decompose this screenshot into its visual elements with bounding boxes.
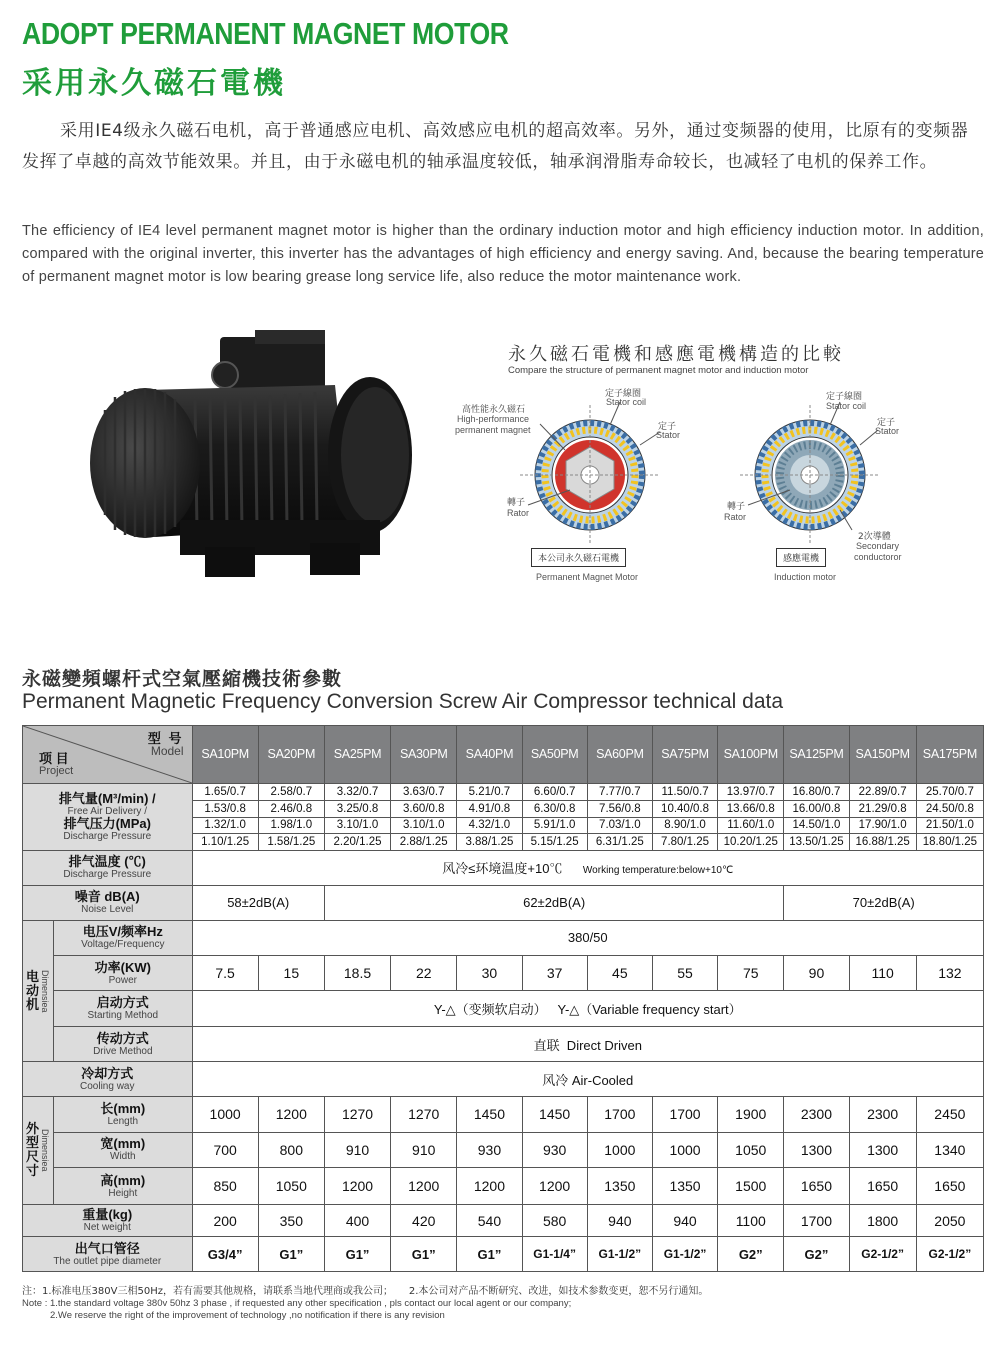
outlet-label-cn: 出气口管径	[74, 1240, 140, 1256]
spec-table	[22, 725, 984, 1272]
right-coil-en: Stator coil	[826, 401, 867, 411]
noise-label-en: Noise Level	[81, 904, 134, 916]
drive-value: 直联 Direct Driven	[192, 1026, 983, 1062]
secondary-cn: 2次導體	[858, 532, 891, 542]
length-cell: 1270	[391, 1097, 457, 1133]
model-header: SA125PM	[784, 726, 849, 784]
length-cell: 1000	[192, 1097, 258, 1133]
right-rotor-cn: 轉子	[727, 502, 746, 512]
width-cell: 800	[258, 1132, 324, 1168]
delivery-cell: 18.80/1.25	[916, 833, 983, 850]
weight-cell: 1700	[784, 1204, 849, 1237]
motor-image	[85, 325, 425, 590]
weight-label-en: Net weight	[83, 1222, 131, 1234]
delivery-cell: 11.60/1.0	[718, 817, 784, 833]
delivery-cell: 3.25/0.8	[324, 801, 390, 817]
length-label-en: Length	[107, 1115, 139, 1127]
length-label-cell	[54, 1097, 192, 1133]
noise-label-cn: 噪音 dB(A)	[74, 889, 140, 905]
weight-cell: 420	[391, 1204, 457, 1237]
delivery-cell: 6.30/0.8	[522, 801, 587, 817]
delivery-cell: 16.88/1.25	[849, 833, 916, 850]
model-header: SA175PM	[916, 726, 983, 784]
width-cell: 910	[324, 1132, 390, 1168]
delivery-cell: 3.10/1.0	[324, 817, 390, 833]
height-cell: 1650	[849, 1168, 916, 1205]
width-cell: 1050	[718, 1132, 784, 1168]
weight-cell: 940	[587, 1204, 652, 1237]
delivery-cell: 25.70/0.7	[916, 783, 983, 800]
start-row	[23, 991, 984, 1027]
outlet-cell: G1”	[391, 1237, 457, 1272]
delivery-cell: 2.58/0.7	[258, 783, 324, 800]
temp-value-cell	[192, 851, 983, 886]
delivery-cell: 14.50/1.0	[784, 817, 849, 833]
length-cell: 2300	[784, 1097, 849, 1133]
delivery-label-cn1: 排气量(M³/min) /	[58, 791, 156, 806]
motor-group-cn: 电动机	[26, 969, 40, 1013]
delivery-cell: 13.50/1.25	[784, 833, 849, 850]
delivery-cell: 4.32/1.0	[457, 817, 522, 833]
temp-row	[23, 851, 984, 886]
power-cell: 132	[916, 955, 983, 991]
power-label-cell	[54, 955, 192, 991]
height-label-en: Height	[108, 1187, 138, 1199]
secondary-en1: Secondary	[856, 541, 900, 551]
voltage-label-cn: 电压V/频率Hz	[82, 924, 163, 940]
delivery-cell: 21.29/0.8	[849, 801, 916, 817]
intro-cn: 采用IE4级永久磁石电机，高于普通感应电机、高效感应电机的超高效率。另外，通过变频器的使用，比原有的变频器发挥了卓越的高效节能效果。并且，由于永磁电机的轴承温度较低，轴承润滑脂寿命较长，也减轻了电机的保养工作。	[22, 121, 969, 172]
length-cell: 1200	[258, 1097, 324, 1133]
height-cell: 1200	[391, 1168, 457, 1205]
delivery-cell: 6.60/0.7	[522, 783, 587, 800]
weight-label-cn: 重量(kg)	[82, 1207, 133, 1223]
delivery-cell: 1.98/1.0	[258, 817, 324, 833]
model-header: SA50PM	[522, 726, 587, 784]
power-cell: 75	[718, 955, 784, 991]
weight-cell: 1100	[718, 1204, 784, 1237]
width-cell: 700	[192, 1132, 258, 1168]
delivery-cell: 21.50/1.0	[916, 817, 983, 833]
voltage-value: 380/50	[192, 921, 983, 956]
length-row	[23, 1097, 984, 1133]
delivery-cell: 17.90/1.0	[849, 817, 916, 833]
delivery-cell: 22.89/0.7	[849, 783, 916, 800]
outlet-cell: G2”	[718, 1237, 784, 1272]
header-row	[23, 726, 984, 784]
width-cell: 1300	[784, 1132, 849, 1168]
height-row	[23, 1168, 984, 1205]
height-cell: 1200	[457, 1168, 522, 1205]
height-cell: 1200	[522, 1168, 587, 1205]
delivery-cell: 1.53/0.8	[192, 801, 258, 817]
model-header: SA20PM	[258, 726, 324, 784]
power-label-en: Power	[108, 974, 137, 986]
magnet-label-en2: permanent magnet	[455, 425, 531, 435]
cooling-value: 风冷 Air-Cooled	[192, 1062, 983, 1097]
outlet-row	[23, 1237, 984, 1272]
weight-row	[23, 1204, 984, 1237]
length-cell: 2300	[849, 1097, 916, 1133]
intro-en: The efficiency of IE4 level permanent magnet motor is higher than the ordinary induction motor and high efficiency induction motor. In addition, compared with the original inverter, this inverter has the advantages of high efficiency and energy saving. And, because the bearing temperature of permanent magnet motor is low bearing grease long service life, also reduce the motor maintenance work.	[22, 223, 984, 285]
outlet-cell: G1-1/4”	[522, 1237, 587, 1272]
right-motor-caption: Induction motor	[774, 572, 837, 582]
project-label-en: Project	[39, 764, 74, 777]
power-cell: 37	[522, 955, 587, 991]
outlet-cell: G1”	[324, 1237, 390, 1272]
model-header: SA100PM	[718, 726, 784, 784]
delivery-label-cn2: 排气压力(MPa)	[63, 816, 151, 831]
voltage-row	[23, 921, 984, 956]
left-stator-en: Stator	[656, 430, 681, 440]
model-header: SA75PM	[652, 726, 717, 784]
cooling-label-en: Cooling way	[80, 1080, 135, 1092]
voltage-label-en: Voltage/Frequency	[81, 939, 165, 951]
delivery-label-cell	[23, 783, 193, 850]
delivery-cell: 8.90/1.0	[652, 817, 717, 833]
outlet-cell: G1-1/2”	[652, 1237, 717, 1272]
width-cell: 930	[522, 1132, 587, 1168]
start-label-cell	[54, 991, 192, 1027]
delivery-cell: 10.40/0.8	[652, 801, 717, 817]
power-cell: 15	[258, 955, 324, 991]
delivery-label-en1: Free Air Delivery /	[67, 806, 147, 817]
power-label-cn: 功率(KW)	[94, 959, 151, 975]
right-rotor-en: Rator	[724, 512, 747, 522]
delivery-cell: 2.88/1.25	[391, 833, 457, 850]
width-cell: 1300	[849, 1132, 916, 1168]
temp-value-cn: 风冷≤环境温度+10℃	[442, 860, 563, 876]
delivery-cell: 7.56/0.8	[587, 801, 652, 817]
noise-value: 70±2dB(A)	[784, 885, 984, 921]
outlet-cell: G2-1/2”	[916, 1237, 983, 1272]
delivery-cell: 13.66/0.8	[718, 801, 784, 817]
height-cell: 850	[192, 1168, 258, 1205]
model-header: SA10PM	[192, 726, 258, 784]
temp-value-en: Working temperature:below+10℃	[582, 864, 734, 876]
delivery-cell: 5.15/1.25	[522, 833, 587, 850]
length-cell: 1700	[587, 1097, 652, 1133]
model-header: SA40PM	[457, 726, 522, 784]
weight-label-cell	[23, 1204, 193, 1237]
drive-row	[23, 1026, 984, 1062]
length-cell: 1900	[718, 1097, 784, 1133]
weight-cell: 400	[324, 1204, 390, 1237]
delivery-cell: 13.97/0.7	[718, 783, 784, 800]
width-row	[23, 1132, 984, 1168]
delivery-cell: 5.91/1.0	[522, 817, 587, 833]
height-cell: 1500	[718, 1168, 784, 1205]
power-cell: 45	[587, 955, 652, 991]
section-title-en: Permanent Magnetic Frequency Conversion Screw Air Compressor technical data	[22, 690, 784, 713]
drive-label-cell	[54, 1026, 192, 1062]
temp-label-en: Discharge Pressure	[63, 869, 152, 881]
delivery-cell: 3.63/0.7	[391, 783, 457, 800]
start-value: Y-△（变频软启动） Y-△（Variable frequency start）	[192, 991, 983, 1027]
weight-cell: 200	[192, 1204, 258, 1237]
length-label-cn: 长(mm)	[100, 1100, 146, 1116]
start-label-cn: 启动方式	[96, 995, 149, 1011]
noise-value: 58±2dB(A)	[192, 885, 324, 921]
width-cell: 910	[391, 1132, 457, 1168]
delivery-cell: 7.80/1.25	[652, 833, 717, 850]
temp-label-cell	[23, 851, 193, 886]
delivery-cell: 4.91/0.8	[457, 801, 522, 817]
right-stator-cn: 定子	[877, 418, 896, 428]
left-rotor-cn: 轉子	[507, 498, 526, 508]
left-coil-en: Stator coil	[606, 397, 647, 407]
voltage-label-cell	[54, 921, 192, 956]
delivery-cell: 11.50/0.7	[652, 783, 717, 800]
header-corner-cell	[23, 726, 193, 784]
power-cell: 55	[652, 955, 717, 991]
delivery-cell: 16.00/0.8	[784, 801, 849, 817]
power-cell: 22	[391, 955, 457, 991]
height-cell: 1650	[916, 1168, 983, 1205]
delivery-cell: 1.32/1.0	[192, 817, 258, 833]
cooling-label-cell	[23, 1062, 193, 1097]
power-row	[23, 955, 984, 991]
section-title-cn: 永磁變頻螺杆式空氣壓縮機技術參數	[22, 668, 343, 690]
outlet-cell: G2-1/2”	[849, 1237, 916, 1272]
width-label-en: Width	[110, 1151, 136, 1163]
dimension-group-cell	[23, 1097, 54, 1205]
width-cell: 1000	[587, 1132, 652, 1168]
drive-label-en: Drive Method	[93, 1045, 153, 1057]
weight-cell: 2050	[916, 1204, 983, 1237]
delivery-cell: 1.10/1.25	[192, 833, 258, 850]
delivery-cell: 3.32/0.7	[324, 783, 390, 800]
temp-label-cn: 排气温度 (℃)	[68, 854, 146, 870]
delivery-cell: 10.20/1.25	[718, 833, 784, 850]
power-cell: 110	[849, 955, 916, 991]
weight-cell: 1800	[849, 1204, 916, 1237]
delivery-cell: 3.88/1.25	[457, 833, 522, 850]
right-coil-cn: 定子線圈	[826, 392, 863, 402]
weight-cell: 540	[457, 1204, 522, 1237]
outlet-label-en: The outlet pipe diameter	[53, 1255, 162, 1267]
delivery-row	[23, 783, 984, 800]
diagram-title-cn: 永久磁石電機和感應電機構造的比較	[508, 344, 844, 365]
outlet-cell: G3/4”	[192, 1237, 258, 1272]
motor-group-en: Dimensiea	[40, 970, 51, 1013]
delivery-cell: 3.10/1.0	[391, 817, 457, 833]
note-en1: Note : 1.the standard voltage 380v 50hz 3 phase , if requested any other specification , pls contact our local agent or our company;	[22, 1298, 572, 1309]
delivery-cell: 7.03/1.0	[587, 817, 652, 833]
left-motor-box-label: 本公司永久磁石電機	[531, 548, 626, 567]
outlet-cell: G1”	[258, 1237, 324, 1272]
motor-group-cell	[23, 921, 54, 1062]
width-label-cn: 宽(mm)	[100, 1136, 146, 1152]
length-cell: 1700	[652, 1097, 717, 1133]
delivery-cell: 1.65/0.7	[192, 783, 258, 800]
length-cell: 1450	[457, 1097, 522, 1133]
cooling-label-cn: 冷却方式	[81, 1065, 134, 1081]
height-cell: 1050	[258, 1168, 324, 1205]
noise-row	[23, 885, 984, 921]
diagram-title-en: Compare the structure of permanent magnet motor and induction motor	[508, 365, 809, 376]
weight-cell: 940	[652, 1204, 717, 1237]
left-rotor-en: Rator	[507, 508, 530, 518]
height-cell: 1350	[587, 1168, 652, 1205]
outlet-cell: G1”	[457, 1237, 522, 1272]
height-label-cell	[54, 1168, 192, 1205]
secondary-en2: conductoror	[854, 552, 902, 562]
noise-label-cell	[23, 885, 193, 921]
height-cell: 1650	[784, 1168, 849, 1205]
delivery-cell: 3.60/0.8	[391, 801, 457, 817]
delivery-cell: 6.31/1.25	[587, 833, 652, 850]
delivery-cell: 5.21/0.7	[457, 783, 522, 800]
power-cell: 7.5	[192, 955, 258, 991]
title-cn: 采用永久磁石電機	[22, 66, 286, 101]
delivery-cell: 7.77/0.7	[587, 783, 652, 800]
magnet-label-en1: High-performance	[457, 414, 530, 424]
left-motor-caption: Permanent Magnet Motor	[536, 572, 639, 582]
delivery-cell: 2.46/0.8	[258, 801, 324, 817]
width-cell: 1340	[916, 1132, 983, 1168]
left-stator-cn: 定子	[658, 422, 677, 432]
model-label-cn: 型 号	[147, 731, 184, 746]
height-label-cn: 高(mm)	[100, 1172, 146, 1188]
note-cn: 注：1.标准电压380V三相50Hz，若有需要其他规格，请联系当地代理商或我公司； 2.本公司对产品不断研究、改进，如技术参数变更，恕不另行通知。	[22, 1286, 709, 1297]
model-label-en: Model	[150, 744, 184, 758]
width-cell: 1000	[652, 1132, 717, 1168]
delivery-cell: 2.20/1.25	[324, 833, 390, 850]
title-en: ADOPT PERMANENT MAGNET MOTOR	[22, 16, 509, 51]
width-cell: 930	[457, 1132, 522, 1168]
model-header: SA60PM	[587, 726, 652, 784]
outlet-label-cell	[23, 1237, 193, 1272]
dimension-group-en: Dimensiea	[40, 1129, 51, 1172]
right-stator-en: Stator	[875, 426, 900, 436]
note-en2: 2.We reserve the right of the improvement of technology ,no notification if there is any revision	[50, 1310, 445, 1321]
weight-cell: 580	[522, 1204, 587, 1237]
height-cell: 1350	[652, 1168, 717, 1205]
notes	[22, 1286, 708, 1322]
noise-value: 62±2dB(A)	[324, 885, 783, 921]
power-cell: 30	[457, 955, 522, 991]
start-label-en: Starting Method	[87, 1010, 159, 1022]
left-coil-cn: 定子線圈	[605, 389, 642, 399]
model-header: SA30PM	[391, 726, 457, 784]
right-motor-box-label: 感應電機	[776, 548, 826, 567]
model-header: SA25PM	[324, 726, 390, 784]
model-header: SA150PM	[849, 726, 916, 784]
dimension-group-cn: 外型尺寸	[26, 1121, 40, 1179]
magnet-label-cn: 高性能永久磁石	[462, 405, 526, 415]
cooling-row	[23, 1062, 984, 1097]
power-cell: 18.5	[324, 955, 390, 991]
drive-label-cn: 传动方式	[96, 1030, 149, 1046]
outlet-cell: G2”	[784, 1237, 849, 1272]
delivery-cell: 16.80/0.7	[784, 783, 849, 800]
weight-cell: 350	[258, 1204, 324, 1237]
delivery-cell: 24.50/0.8	[916, 801, 983, 817]
length-cell: 1450	[522, 1097, 587, 1133]
width-label-cell	[54, 1132, 192, 1168]
height-cell: 1200	[324, 1168, 390, 1205]
outlet-cell: G1-1/2”	[587, 1237, 652, 1272]
power-cell: 90	[784, 955, 849, 991]
length-cell: 2450	[916, 1097, 983, 1133]
length-cell: 1270	[324, 1097, 390, 1133]
project-label-cn: 项 目	[39, 750, 69, 766]
delivery-cell: 1.58/1.25	[258, 833, 324, 850]
delivery-label-en2: Discharge Pressure	[63, 831, 152, 842]
